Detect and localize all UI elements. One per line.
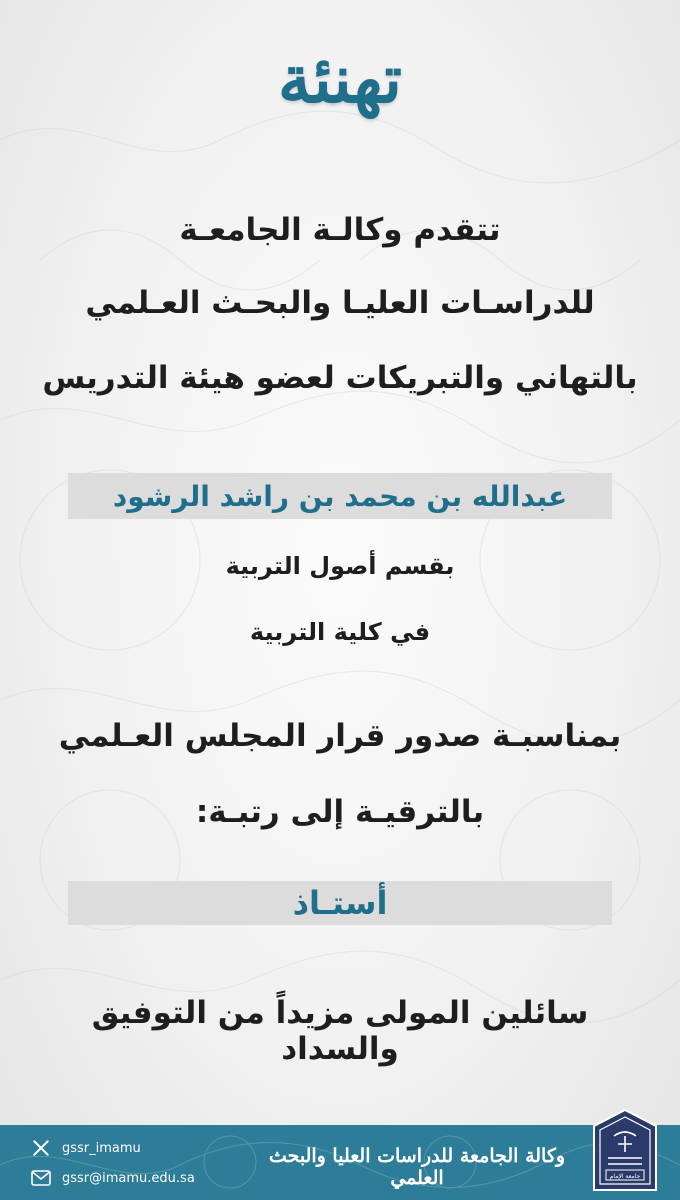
department-line: بقسم أصول التربية [225, 552, 455, 580]
rank-banner [68, 881, 612, 925]
intro-line-1: تتقدم وكالـة الجامعـة [179, 212, 501, 248]
occasion-line-1: بمناسبـة صدور قرار المجلس العـلمي [58, 718, 622, 754]
x-icon [30, 1137, 52, 1159]
occasion-line-2: بالترقيـة إلى رتبـة: [195, 794, 485, 830]
closing-line: سائلين المولى مزيداً من التوفيق والسداد [91, 995, 589, 1067]
email-address: gssr@imamu.edu.sa [62, 1170, 195, 1186]
svg-text:جامعة الإمام: جامعة الإمام [609, 1173, 641, 1180]
university-logo-icon [590, 1106, 660, 1192]
social-handle: gssr_imamu [62, 1140, 141, 1156]
intro-line-3: بالتهاني والتبريكات لعضو هيئة التدريس [42, 360, 638, 396]
page-title: تهنئة [277, 40, 402, 118]
social-link[interactable] [30, 1137, 141, 1159]
email-link[interactable] [30, 1167, 195, 1189]
footer [0, 1125, 680, 1200]
intro-line-2: للدراسـات العليـا والبحـث العـلمي [85, 285, 595, 321]
name-banner [68, 473, 612, 519]
rank-title: أستـاذ [292, 884, 388, 922]
mail-icon [30, 1167, 52, 1189]
agency-name: وكالة الجامعة للدراسات العليا والبحث العلمي [268, 1145, 566, 1189]
honoree-name: عبدالله بن محمد بن راشد الرشود [112, 479, 568, 513]
college-line: في كلية التربية [249, 618, 431, 646]
